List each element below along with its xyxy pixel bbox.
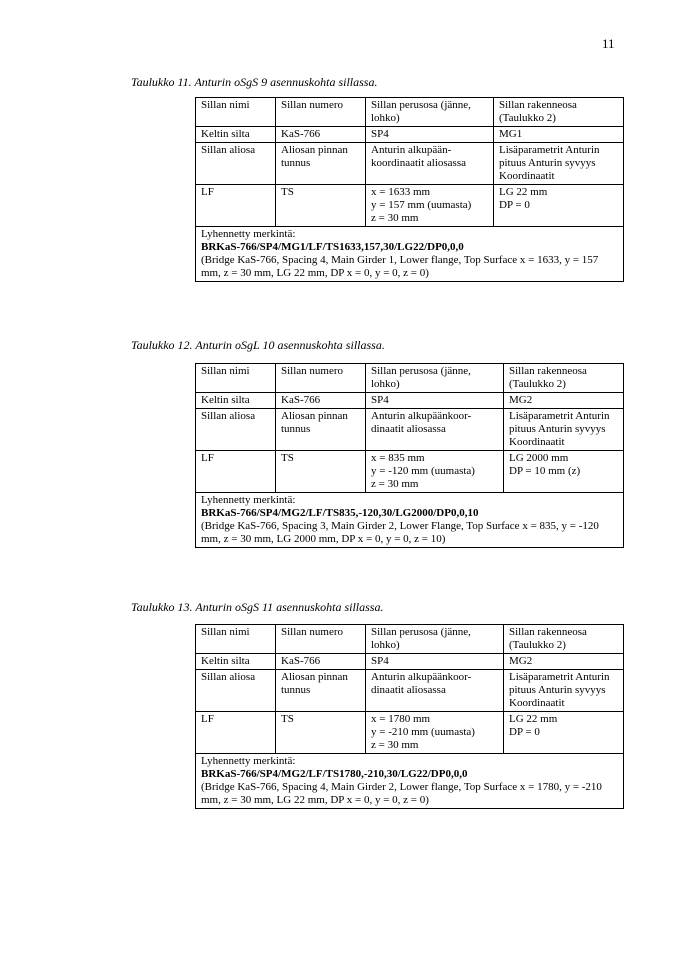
table-cell xyxy=(366,451,504,493)
coordinate-line: x = 1633 mm xyxy=(371,186,431,198)
abbreviation-description: (Bridge KaS-766, Spacing 4, Main Girder 2, Lower flange, Top Surface x = 1780, y = -210 mm, z = 30 mm, LG 22 mm, DP x = 0, y = 0, z = 0) xyxy=(201,781,602,806)
table-row xyxy=(196,409,624,451)
abbreviation-label: Lyhennetty merkintä: xyxy=(201,755,296,767)
coordinate-line: y = -210 mm (uumasta) xyxy=(371,726,475,738)
abbreviation-row xyxy=(196,227,624,282)
header-cell: Sillan nimi xyxy=(196,98,276,127)
table-cell: LF xyxy=(196,185,276,227)
abbreviation-cell xyxy=(196,227,624,282)
header-cell: Sillan perusosa (jänne, lohko) xyxy=(366,625,504,654)
caption-text: Anturin oSgL 10 asennuskohta sillassa. xyxy=(195,338,385,352)
abbreviation-label: Lyhennetty merkintä: xyxy=(201,228,296,240)
parameter-line: DP = 0 xyxy=(509,726,540,738)
table-cell: MG1 xyxy=(494,127,624,143)
header-cell: Sillan numero xyxy=(276,364,366,393)
table-cell: Anturin alkupäänkoor-dinaatit aliosassa xyxy=(366,670,504,712)
abbreviation-row xyxy=(196,493,624,548)
table-cell: LF xyxy=(196,451,276,493)
table-cell: MG2 xyxy=(504,393,624,409)
table-caption xyxy=(131,338,385,353)
table-cell: TS xyxy=(276,185,366,227)
caption-text: Anturin oSgS 11 asennuskohta sillassa. xyxy=(195,600,384,614)
table-cell: MG2 xyxy=(504,654,624,670)
table-cell: Lisäparametrit Anturin pituus Anturin syvyys Koordinaatit xyxy=(504,409,624,451)
abbreviation-label: Lyhennetty merkintä: xyxy=(201,494,296,506)
table-cell: Keltin silta xyxy=(196,654,276,670)
abbreviation-code: BRKaS-766/SP4/MG1/LF/TS1633,157,30/LG22/DP0,0,0 xyxy=(201,241,464,253)
caption-text: Anturin oSgS 9 asennuskohta sillassa. xyxy=(194,75,378,89)
table-cell: Aliosan pinnan tunnus xyxy=(276,670,366,712)
header-cell: Sillan nimi xyxy=(196,364,276,393)
sensor-table xyxy=(195,363,624,548)
table-cell: TS xyxy=(276,712,366,754)
abbreviation-code: BRKaS-766/SP4/MG2/LF/TS1780,-210,30/LG22/DP0,0,0 xyxy=(201,768,468,780)
header-cell: Sillan rakenneosa (Taulukko 2) xyxy=(494,98,624,127)
table-cell: Lisäparametrit Anturin pituus Anturin syvyys Koordinaatit xyxy=(504,670,624,712)
coordinate-line: z = 30 mm xyxy=(371,478,419,490)
table-cell: Anturin alkupään-koordinaatit aliosassa xyxy=(366,143,494,185)
table-cell: TS xyxy=(276,451,366,493)
header-cell: Sillan numero xyxy=(276,625,366,654)
caption-number: Taulukko 13. xyxy=(131,600,193,614)
parameter-line: LG 22 mm xyxy=(509,713,558,725)
page-number: 11 xyxy=(602,36,615,51)
coordinate-line: y = -120 mm (uumasta) xyxy=(371,465,475,477)
table-caption xyxy=(131,600,383,615)
sensor-table xyxy=(195,624,624,809)
abbreviation-row xyxy=(196,754,624,809)
abbreviation-cell xyxy=(196,754,624,809)
caption-number: Taulukko 11. xyxy=(131,75,192,89)
table-cell xyxy=(504,712,624,754)
table-cell: KaS-766 xyxy=(276,127,366,143)
table-cell xyxy=(366,712,504,754)
header-cell: Sillan nimi xyxy=(196,625,276,654)
table-cell: Keltin silta xyxy=(196,127,276,143)
parameter-line: DP = 0 xyxy=(499,199,530,211)
table-cell: LF xyxy=(196,712,276,754)
abbreviation-description: (Bridge KaS-766, Spacing 4, Main Girder 1, Lower flange, Top Surface x = 1633, y = 157 mm, z = 30 mm, LG 22 mm, DP x = 0, y = 0, z = 0) xyxy=(201,254,599,279)
table-row xyxy=(196,185,624,227)
header-row xyxy=(196,364,624,393)
table-cell: Sillan aliosa xyxy=(196,670,276,712)
abbreviation-description: (Bridge KaS-766, Spacing 3, Main Girder 2, Lower Flange, Top Surface x = 835, y = -120 mm, z = 30 mm, LG 2000 mm, DP x = 0, y = 0, z = 10) xyxy=(201,520,599,545)
parameter-line: LG 2000 mm xyxy=(509,452,569,464)
table-cell: Aliosan pinnan tunnus xyxy=(276,409,366,451)
header-cell: Sillan numero xyxy=(276,98,366,127)
table-cell: Lisäparametrit Anturin pituus Anturin syvyys Koordinaatit xyxy=(494,143,624,185)
table-cell: Keltin silta xyxy=(196,393,276,409)
table-caption xyxy=(131,75,377,90)
table-cell: Sillan aliosa xyxy=(196,409,276,451)
header-row xyxy=(196,98,624,127)
table-cell xyxy=(494,185,624,227)
coordinate-line: z = 30 mm xyxy=(371,212,419,224)
table-row xyxy=(196,712,624,754)
table-row xyxy=(196,143,624,185)
table-cell: SP4 xyxy=(366,127,494,143)
parameter-line: DP = 10 mm (z) xyxy=(509,465,581,477)
header-cell: Sillan perusosa (jänne, lohko) xyxy=(366,364,504,393)
header-cell: Sillan perusosa (jänne, lohko) xyxy=(366,98,494,127)
table-cell: KaS-766 xyxy=(276,654,366,670)
coordinate-line: x = 1780 mm xyxy=(371,713,431,725)
table-cell xyxy=(366,185,494,227)
table-cell xyxy=(504,451,624,493)
abbreviation-code: BRKaS-766/SP4/MG2/LF/TS835,-120,30/LG2000/DP0,0,10 xyxy=(201,507,479,519)
header-cell: Sillan rakenneosa (Taulukko 2) xyxy=(504,364,624,393)
header-row xyxy=(196,625,624,654)
sensor-table xyxy=(195,97,624,282)
table-row xyxy=(196,451,624,493)
table-cell: Anturin alkupäänkoor-dinaatit aliosassa xyxy=(366,409,504,451)
coordinate-line: y = 157 mm (uumasta) xyxy=(371,199,472,211)
abbreviation-cell xyxy=(196,493,624,548)
table-cell: SP4 xyxy=(366,393,504,409)
table-row xyxy=(196,670,624,712)
table-cell: KaS-766 xyxy=(276,393,366,409)
table-cell: SP4 xyxy=(366,654,504,670)
coordinate-line: z = 30 mm xyxy=(371,739,419,751)
table-cell: Sillan aliosa xyxy=(196,143,276,185)
coordinate-line: x = 835 mm xyxy=(371,452,425,464)
table-row xyxy=(196,654,624,670)
caption-number: Taulukko 12. xyxy=(131,338,193,352)
table-cell: Aliosan pinnan tunnus xyxy=(276,143,366,185)
table-row xyxy=(196,127,624,143)
table-row xyxy=(196,393,624,409)
header-cell: Sillan rakenneosa (Taulukko 2) xyxy=(504,625,624,654)
parameter-line: LG 22 mm xyxy=(499,186,548,198)
